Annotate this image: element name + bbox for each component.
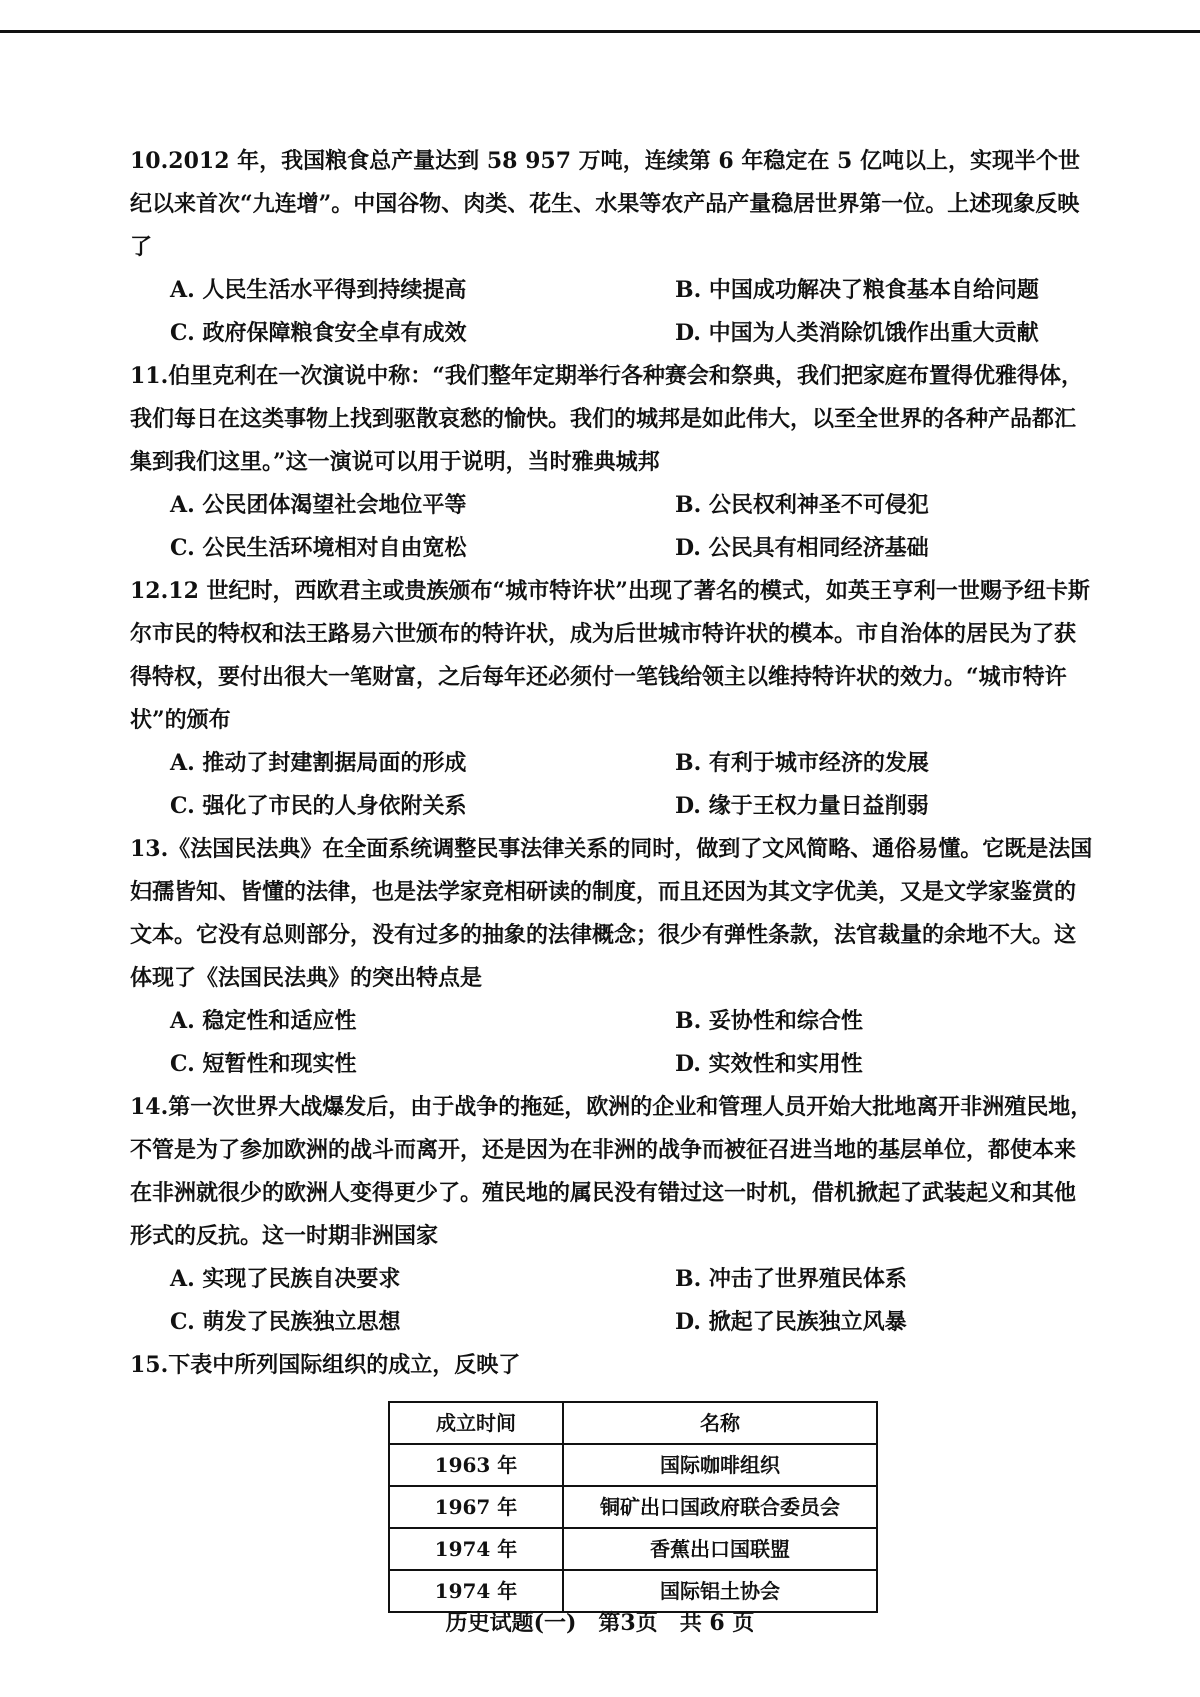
cell-name: 铜矿出口国政府联合委员会 — [563, 1486, 877, 1528]
option-b: B. 妥协性和综合性 — [675, 1008, 863, 1034]
question-stem: 15.下表中所列国际组织的成立，反映了 — [130, 1352, 521, 1378]
table-row — [389, 1486, 877, 1528]
table-row — [389, 1528, 877, 1570]
cell-date: 1974 年 — [389, 1570, 563, 1612]
question-number: 11. — [130, 363, 169, 389]
option-d: D. 实效性和实用性 — [675, 1051, 863, 1077]
column-header-name: 名称 — [563, 1402, 877, 1444]
top-border-line — [0, 30, 1200, 33]
cell-date: 1963 年 — [389, 1444, 563, 1486]
cell-name: 国际咖啡组织 — [563, 1444, 877, 1486]
column-header-date: 成立时间 — [389, 1402, 563, 1444]
question-13 — [130, 828, 1095, 1086]
option-d: D. 中国为人类消除饥饿作出重大贡献 — [675, 320, 1039, 346]
answer-options — [130, 1000, 1095, 1086]
option-b: B. 有利于城市经济的发展 — [675, 750, 929, 776]
cell-date: 1974 年 — [389, 1528, 563, 1570]
question-15 — [130, 1344, 1095, 1613]
cell-name: 国际铝土协会 — [563, 1570, 877, 1612]
question-stem: 12.12 世纪时，西欧君主或贵族颁布“城市特许状”出现了著名的模式，如英王亨利一世赐予纽卡斯尔市民的特权和法王路易六世颁布的特许状，成为后世城市特许状的模本。市自治体的居民为了获得特权，要付出很大一笔财富，之后每年还必须付一笔钱给领主以维持特许状的效力。“城市特许状”的颁布 — [130, 578, 1090, 733]
option-c: C. 公民生活环境相对自由宽松 — [170, 535, 467, 561]
option-d: D. 公民具有相同经济基础 — [675, 535, 929, 561]
question-stem: 14.第一次世界大战爆发后，由于战争的拖延，欧洲的企业和管理人员开始大批地离开非洲殖民地，不管是为了参加欧洲的战斗而离开，还是因为在非洲的战争而被征召进当地的基层单位，都使本来在非洲就很少的欧洲人变得更少了。殖民地的属民没有错过这一时机，借机掀起了武装起义和其他形式的反抗。这一时期非洲国家 — [130, 1094, 1093, 1249]
answer-options — [130, 269, 1095, 355]
option-b: B. 中国成功解决了粮食基本自给问题 — [675, 277, 1039, 303]
question-12 — [130, 570, 1095, 828]
question-number: 15. — [130, 1352, 169, 1378]
table-header-row — [389, 1402, 877, 1444]
answer-options — [130, 1258, 1095, 1344]
question-stem: 11.伯里克利在一次演说中称：“我们整年定期举行各种赛会和祭典，我们把家庭布置得优雅得体，我们每日在这类事物上找到驱散哀愁的愉快。我们的城邦是如此伟大，以至全世界的各种产品都汇集到我们这里。”这一演说可以用于说明，当时雅典城邦 — [130, 363, 1083, 475]
option-a: A. 人民生活水平得到持续提高 — [170, 277, 467, 303]
option-a: A. 稳定性和适应性 — [170, 1008, 357, 1034]
question-stem: 10.2012 年，我国粮食总产量达到 58 957 万吨，连续第 6 年稳定在 5 亿吨以上，实现半个世纪以来首次“九连增”。中国谷物、肉类、花生、水果等农产品产量稳居世界第一位。上述现象反映了 — [130, 148, 1080, 260]
question-number: 14. — [130, 1094, 169, 1120]
option-c: C. 短暂性和现实性 — [170, 1051, 357, 1077]
option-c: C. 萌发了民族独立思想 — [170, 1309, 401, 1335]
question-stem: 13.《法国民法典》在全面系统调整民事法律关系的同时，做到了文风简略、通俗易懂。它既是法国妇孺皆知、皆懂的法律，也是法学家竞相研读的制度，而且还因为其文字优美，又是文学家鉴赏的文本。它没有总则部分，没有过多的抽象的法律概念；很少有弹性条款，法官裁量的余地不大。这体现了《法国民法典》的突出特点是 — [130, 836, 1093, 991]
question-number: 12. — [130, 578, 169, 604]
option-a: A. 公民团体渴望社会地位平等 — [170, 492, 467, 518]
exam-content — [130, 140, 1095, 1613]
option-a: A. 实现了民族自决要求 — [170, 1266, 401, 1292]
option-b: B. 公民权利神圣不可侵犯 — [675, 492, 929, 518]
option-c: C. 政府保障粮食安全卓有成效 — [170, 320, 467, 346]
org-table-wrapper — [388, 1401, 1095, 1613]
cell-date: 1967 年 — [389, 1486, 563, 1528]
question-number: 10. — [130, 148, 169, 174]
question-10 — [130, 140, 1095, 355]
answer-options — [130, 742, 1095, 828]
question-number: 13. — [130, 836, 169, 862]
option-d: D. 掀起了民族独立风暴 — [675, 1309, 907, 1335]
option-c: C. 强化了市民的人身依附关系 — [170, 793, 467, 819]
question-14 — [130, 1086, 1095, 1344]
option-d: D. 缘于王权力量日益削弱 — [675, 793, 929, 819]
question-11 — [130, 355, 1095, 570]
page-footer: 历史试题(一) 第3页 共 6 页 — [445, 1610, 755, 1636]
option-b: B. 冲击了世界殖民体系 — [675, 1266, 907, 1292]
answer-options — [130, 484, 1095, 570]
organizations-table — [388, 1401, 878, 1613]
cell-name: 香蕉出口国联盟 — [563, 1528, 877, 1570]
table-row — [389, 1444, 877, 1486]
option-a: A. 推动了封建割据局面的形成 — [170, 750, 467, 776]
